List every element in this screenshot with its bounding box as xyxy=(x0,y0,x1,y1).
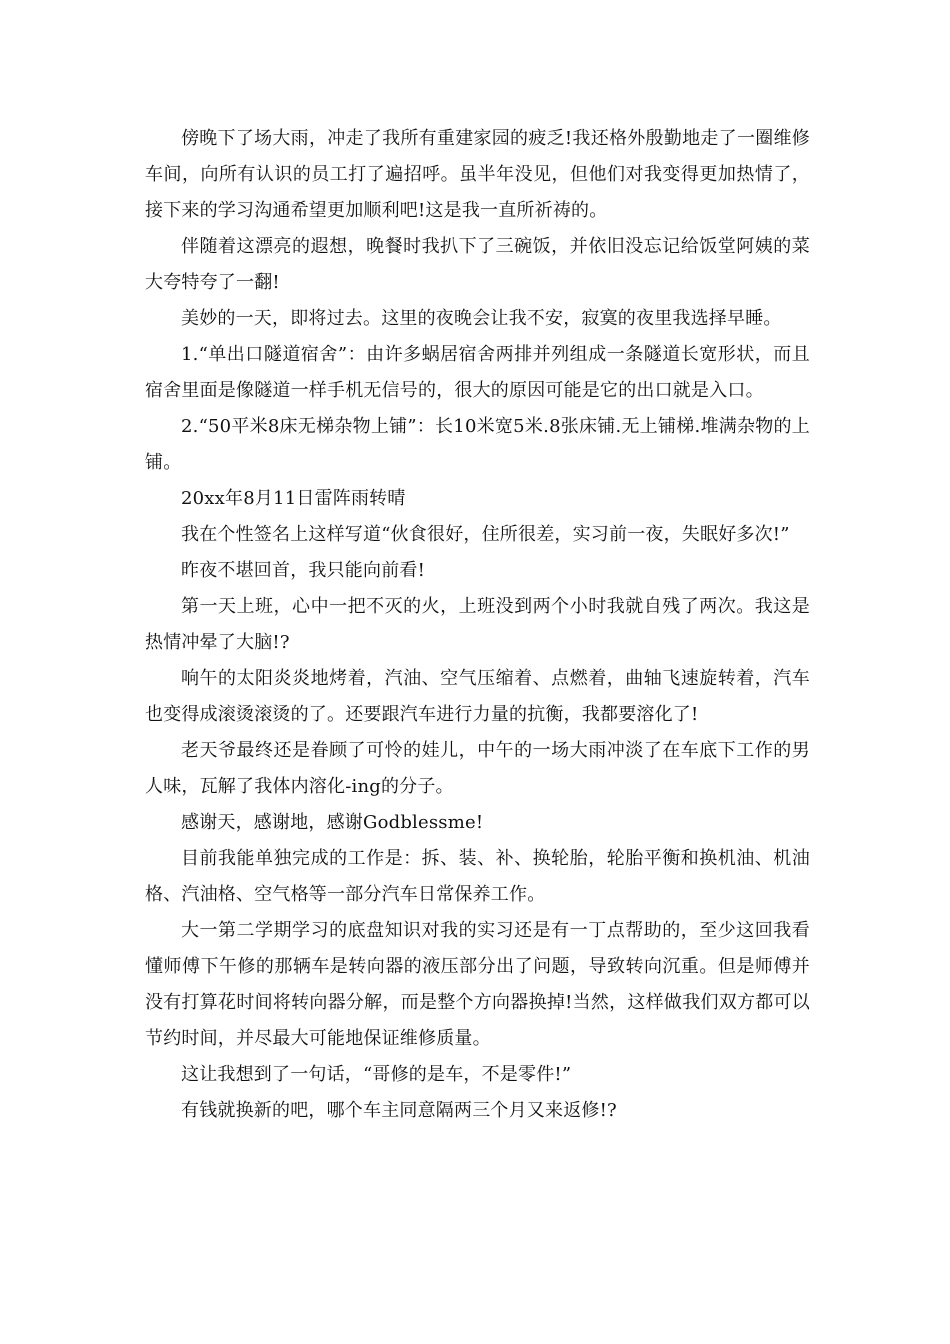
paragraph-1: 傍晚下了场大雨，冲走了我所有重建家园的疲乏!我还格外殷勤地走了一圈维修车间，向所有认识的员工打了遍招呼。虽半年没见，但他们对我变得更加热情了，接下来的学习沟通希望更加顺利吧!这是我一直所祈祷的。 xyxy=(145,128,810,221)
paragraph-2: 伴随着这漂亮的遐想，晚餐时我扒下了三碗饭，并依旧没忘记给饭堂阿姨的菜大夸特夸了一翻! xyxy=(145,236,810,293)
paragraph-9: 第一天上班，心中一把不灭的火，上班没到两个小时我就自残了两次。我这是热情冲晕了大脑!? xyxy=(145,596,810,653)
paragraph-13: 目前我能单独完成的工作是：拆、装、补、换轮胎，轮胎平衡和换机油、机油格、汽油格、空气格等一部分汽车日常保养工作。 xyxy=(145,848,810,905)
date-heading: 20xx年8月11日雷阵雨转晴 xyxy=(181,488,406,509)
paragraph-3: 美妙的一天，即将过去。这里的夜晚会让我不安，寂寞的夜里我选择早睡。 xyxy=(181,308,782,329)
paragraph-8: 昨夜不堪回首，我只能向前看! xyxy=(181,560,426,581)
document-body xyxy=(145,121,810,1129)
paragraph-12: 感谢天，感谢地，感谢Godblessme! xyxy=(181,812,484,833)
paragraph-11: 老天爷最终还是眷顾了可怜的娃儿，中午的一场大雨冲淡了在车底下工作的男人味，瓦解了我体内溶化-ing的分子。 xyxy=(145,740,810,797)
paragraph-7: 我在个性签名上这样写道“伙食很好，住所很差，实习前一夜，失眠好多次!” xyxy=(181,524,790,545)
paragraph-15: 这让我想到了一句话，“哥修的是车，不是零件!” xyxy=(181,1064,572,1085)
paragraph-10: 响午的太阳炎炎地烤着，汽油、空气压缩着、点燃着，曲轴飞速旋转着，汽车也变得成滚烫滚烫的了。还要跟汽车进行力量的抗衡，我都要溶化了! xyxy=(145,668,810,725)
paragraph-4: 1.“单出口隧道宿舍”：由许多蜗居宿舍两排并列组成一条隧道长宽形状，而且宿舍里面是像隧道一样手机无信号的，很大的原因可能是它的出口就是入口。 xyxy=(145,344,810,401)
paragraph-14: 大一第二学期学习的底盘知识对我的实习还是有一丁点帮助的，至少这回我看懂师傅下午修的那辆车是转向器的液压部分出了问题，导致转向沉重。但是师傅并没有打算花时间将转向器分解，而是整个方向器换掉!当然，这样做我们双方都可以节约时间，并尽最大可能地保证维修质量。 xyxy=(145,920,810,1049)
paragraph-5: 2.“50平米8床无梯杂物上铺”：长10米宽5米.8张床铺.无上铺梯.堆满杂物的上铺。 xyxy=(145,416,810,473)
paragraph-16: 有钱就换新的吧，哪个车主同意隔两三个月又来返修!? xyxy=(181,1100,617,1121)
